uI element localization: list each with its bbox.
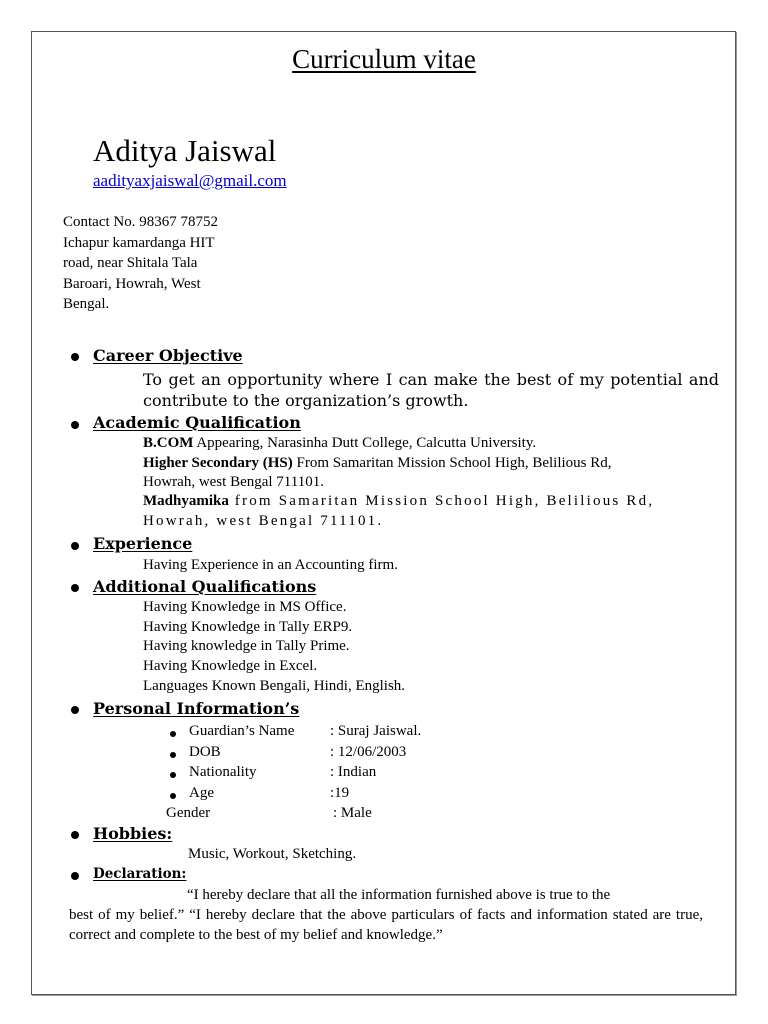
bullet-icon <box>71 353 79 361</box>
academic-hs-detail: From Samaritan Mission School High, Belilious Rd, <box>292 455 612 471</box>
additional-item: Having Knowledge in Excel. <box>143 658 318 674</box>
academic-bcom-detail: Appearing, Narasinha Dutt College, Calcutta University. <box>193 435 537 451</box>
bullet-icon <box>71 421 79 429</box>
experience-heading: Experience <box>93 534 193 553</box>
bullet-icon <box>71 872 79 880</box>
document-title: Curriculum vitae <box>292 44 476 74</box>
address-line: road, near Shitala Tala <box>63 255 198 271</box>
career-line: To get an opportunity where I can make the best of my potential and <box>143 370 719 389</box>
address-line: Baroari, Howrah, West <box>63 275 201 292</box>
academic-madh-title: Madhyamika <box>143 493 229 509</box>
additional-item: Having Knowledge in MS Office. <box>143 599 347 615</box>
bullet-icon <box>170 793 176 799</box>
bullet-icon <box>170 752 176 758</box>
career-objective-heading: Career Objective <box>93 346 243 365</box>
email-link[interactable]: aadityaxjaiswal@gmail.com <box>93 171 287 190</box>
academic-hs <box>143 455 612 472</box>
address-line: Bengal. <box>63 296 110 312</box>
academic-madh-line2: Howrah, west Bengal 711101. <box>143 513 384 529</box>
bullet-icon <box>71 706 79 714</box>
additional-heading: Additional Qualifications <box>93 577 317 596</box>
declaration-heading: Declaration: <box>93 866 187 882</box>
gender-label: Gender <box>166 805 211 821</box>
academic-madh-detail: from Samaritan Mission School High, Belilious Rd, <box>228 493 655 509</box>
personal-label: DOB <box>189 744 221 760</box>
academic-hs-line2: Howrah, west Bengal 711101. <box>143 474 324 490</box>
academic-madhyamika <box>143 493 654 510</box>
personal-label: Guardian’s Name <box>189 723 295 739</box>
personal-label: Nationality <box>189 764 257 780</box>
address-line: Ichapur kamardanga HIT <box>63 234 215 251</box>
personal-value: : Indian <box>330 764 377 780</box>
personal-value: : Suraj Jaiswal. <box>330 723 422 739</box>
personal-value: : 12/06/2003 <box>330 744 407 760</box>
academic-hs-title: Higher Secondary (HS) <box>143 455 293 471</box>
academic-heading: Academic Qualification <box>93 413 301 432</box>
gender-value: : Male <box>333 805 372 821</box>
declaration-text <box>69 885 703 945</box>
additional-item: Languages Known Bengali, Hindi, English. <box>143 678 406 694</box>
contact-phone: Contact No. 98367 78752 <box>63 214 218 230</box>
declaration-rest: best of my belief.” “I hereby declare that the above particulars of facts and information stated are true, correct and complete to the best of my belief and knowledge.” <box>69 907 703 943</box>
experience-text: Having Experience in an Accounting firm. <box>143 557 398 573</box>
personal-label: Age <box>189 785 214 801</box>
contact-block <box>63 212 263 315</box>
additional-item: Having knowledge in Tally Prime. <box>143 638 350 654</box>
bullet-icon <box>170 772 176 778</box>
career-line: contribute to the organization’s growth. <box>143 391 469 410</box>
academic-bcom <box>143 435 536 452</box>
bullet-icon <box>71 831 79 839</box>
bullet-icon <box>170 731 176 737</box>
personal-heading: Personal Information’s <box>93 699 300 718</box>
declaration-line: “I hereby declare that all the information furnished above is true to the <box>187 887 611 903</box>
hobbies-text: Music, Workout, Sketching. <box>188 846 357 862</box>
career-objective-text <box>143 369 719 411</box>
bullet-icon <box>71 584 79 592</box>
hobbies-heading: Hobbies: <box>93 824 173 843</box>
bullet-icon <box>71 542 79 550</box>
candidate-name: Aditya Jaiswal <box>93 133 277 168</box>
additional-item: Having Knowledge in Tally ERP9. <box>143 619 353 635</box>
academic-bcom-title: B.COM <box>143 435 194 451</box>
personal-value: :19 <box>330 785 350 801</box>
